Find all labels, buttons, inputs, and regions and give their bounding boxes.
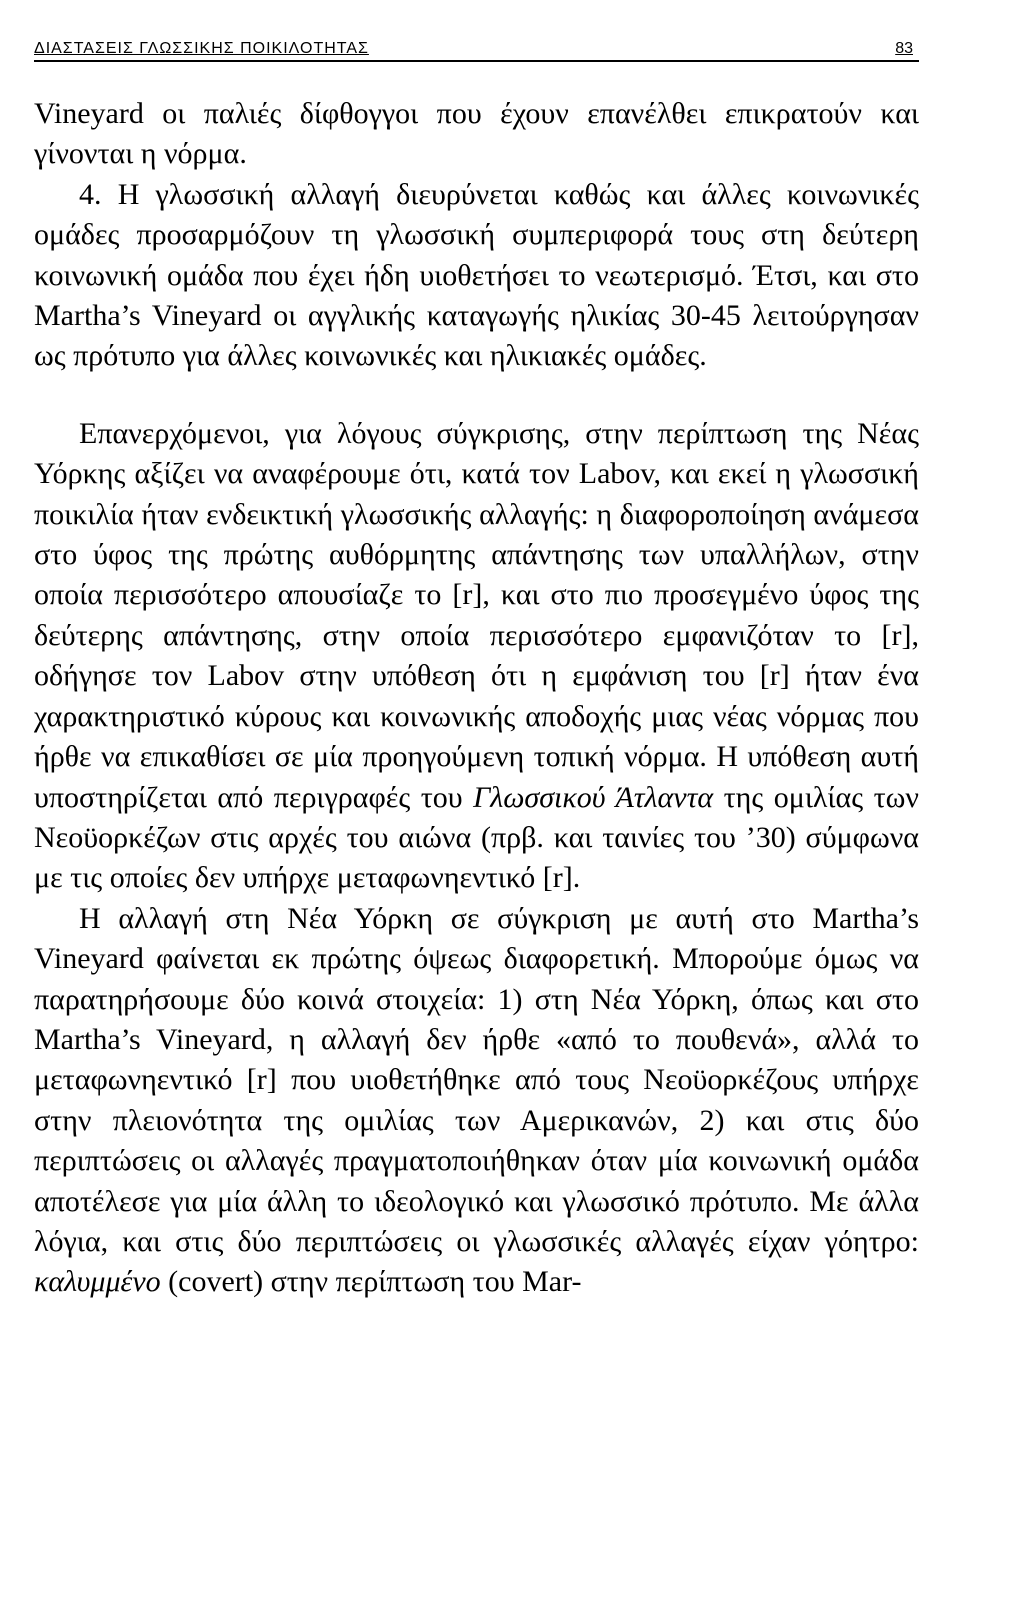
page-number: 83 <box>895 40 913 57</box>
body-text <box>34 94 919 1303</box>
paragraph-text: Επανερχόμενοι, για λόγους σύγκρισης, στην περίπτωση της Νέας Υόρκης αξίζει να αναφέρουμε ότι, κατά τον Labov, και εκεί η γλωσσική ποικιλία ήταν ενδεικτική γλωσσικής αλλαγής: η διαφοροποίηση ανάμεσα στο ύφος της πρώτης αυθόρμητης απάντησης των υπαλλήλων, στην οποία περισσότερο απουσίαζε το [r], και στο πιο προσεγμένο ύφος της δεύτερης απάντησης, στην οποία περισσότερο εμφανιζόταν το [r], οδήγησε τον Labov στην υπόθεση ότι η εμφάνιση του [r] ήταν ένα χαρακτηριστικό κύρους και κοινωνικής αποδοχής μιας νέας νόρμας που ήρθε να επικαθίσει σε μία προηγούμενη τοπική νόρμα. Η υπόθεση αυτή υποστηρίζεται από περιγραφές του <box>34 416 919 814</box>
paragraph-new-york <box>34 414 919 899</box>
paragraph-text: Η αλλαγή στη Νέα Υόρκη σε σύγκριση με αυτή στο Martha’s Vineyard φαίνεται εκ πρώτης όψεως διαφορετική. Μπορούμε όμως να παρατηρήσουμε δύο κοινά στοιχεία: 1) στη Νέα Υόρκη, όπως και στο Martha’s Vineyard, η αλλαγή δεν ήρθε «από το πουθενά», αλλά το μεταφωνηεντικό [r] που υιοθετήθηκε από τους Νεοϋορκέζους υπήρχε στην πλειονότητα της ομιλίας των Αμερικανών, 2) και στις δύο περιπτώσεις οι αλλαγές πραγματοποιήθηκαν όταν μία κοινωνική ομάδα αποτέλεσε για μία άλλη το ιδεολογικό και γλωσσικό πρότυπο. Με άλλα λόγια, και στις δύο περιπτώσεις οι γλωσσικές αλλαγές είχαν γόητρο: <box>34 901 919 1258</box>
italic-title: Γλωσσικού Άτλαντα <box>473 780 714 814</box>
running-title: ΔΙΑΣΤΑΣΕΙΣ ΓΛΩΣΣΙΚΗΣ ΠΟΙΚΙΛΟΤΗΤΑΣ <box>34 40 369 57</box>
paragraph-text: της ομιλίας των Νεοϋορκέζων στις αρχές του αιώνα (πρβ. και ταινίες του ’30) σύμφωνα με τις οποίες δεν υπήρχε μεταφωνηεντικό [r]. <box>34 780 919 895</box>
paragraph-text: (covert) στην περίπτωση του Mar- <box>168 1265 582 1299</box>
paragraph-continuation: Vineyard οι παλιές δίφθογγοι που έχουν επανέλθει επικρατούν και γίνονται η νόρμα. <box>34 97 919 171</box>
book-page <box>34 40 919 1303</box>
italic-term: καλυμμένο <box>34 1265 161 1299</box>
running-header <box>34 40 919 62</box>
paragraph-comparison <box>34 899 919 1303</box>
paragraph-point-4: 4. Η γλωσσική αλλαγή διευρύνεται καθώς και άλλες κοινωνικές ομάδες προσαρμόζουν τη γλωσσική συμπεριφορά τους στη δεύτερη κοινωνική ομάδα που έχει ήδη υιοθετήσει το νεωτερισμό. Έτσι, και στο Martha’s Vineyard οι αγγλικής καταγωγής ηλικίας 30-45 λειτούργησαν ως πρότυπο για άλλες κοινωνικές και ηλικιακές ομάδες. <box>34 177 919 373</box>
